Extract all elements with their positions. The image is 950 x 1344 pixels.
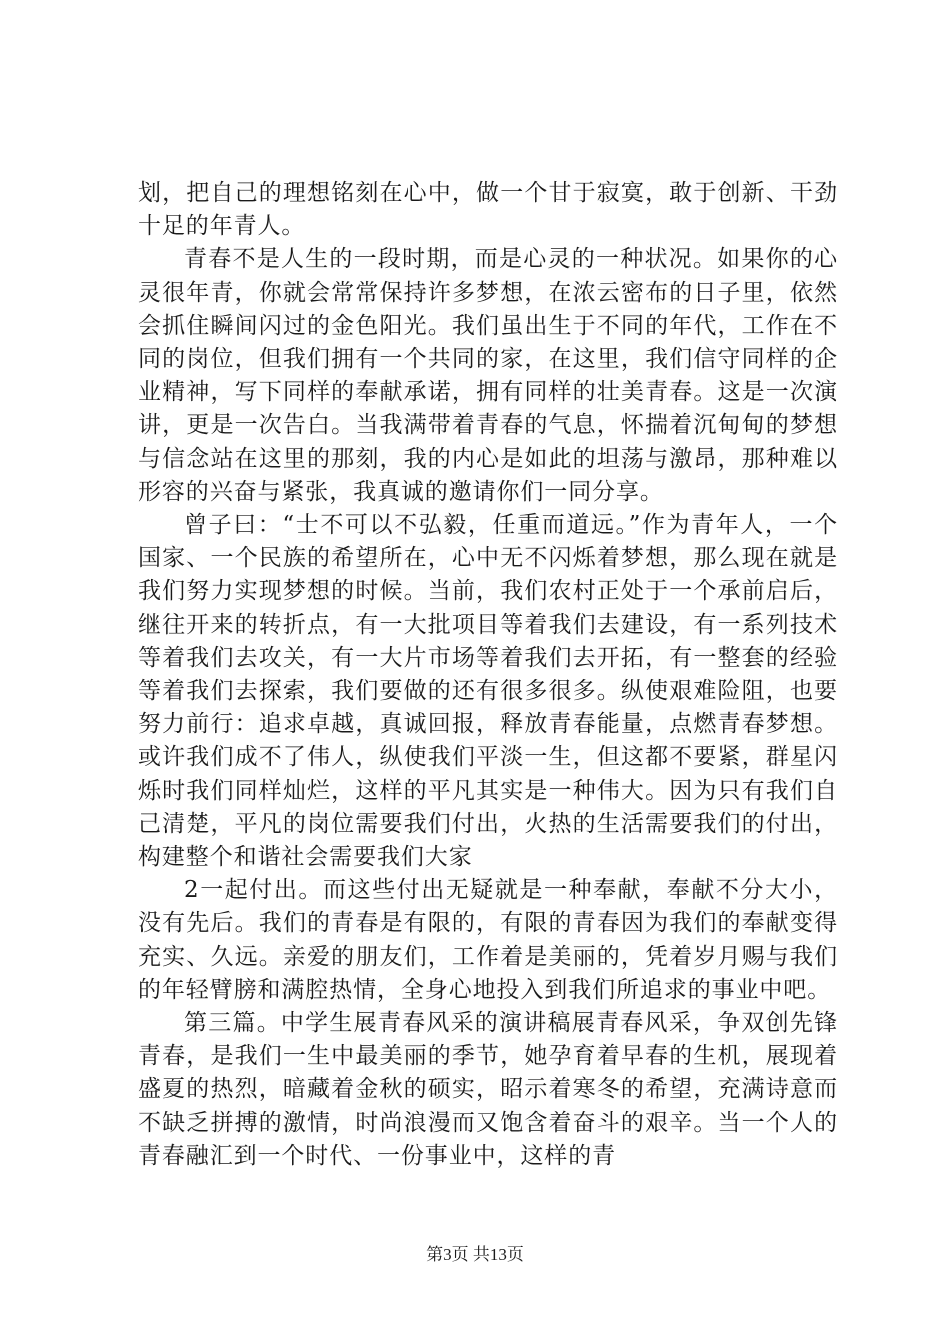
- paragraph-2: 青春不是人生的一段时期，而是心灵的一种状况。如果你的心灵很年青，你就会常常保持许多梦想，在浓云密布的日子里，依然会抓住瞬间闪过的金色阳光。我们虽出生于不同的年代，工作在不同的岗位，但我们拥有一个共同的家，在这里，我们信守同样的企业精神，写下同样的奉献承诺，拥有同样的壮美青春。这是一次演讲，更是一次告白。当我满带着青春的气息，怀揣着沉甸甸的梦想与信念站在这里的那刻，我的内心是如此的坦荡与激昂，那种难以形容的兴奋与紧张，我真诚的邀请你们一同分享。: [138, 246, 838, 505]
- document-body: [138, 177, 838, 1173]
- paragraph-4: 2一起付出。而这些付出无疑就是一种奉献，奉献不分大小，没有先后。我们的青春是有限的，有限的青春因为我们的奉献变得充实、久远。亲爱的朋友们，工作着是美丽的，凭着岁月赐与我们的年轻臂膀和满腔热情，全身心地投入到我们所追求的事业中吧。: [138, 877, 838, 1003]
- page-footer: 第3页 共13页: [426, 1245, 524, 1264]
- paragraph-1: 划，把自己的理想铭刻在心中，做一个甘于寂寞，敢于创新、干劲十足的年青人。: [138, 180, 838, 240]
- paragraph-3: 曾子曰：“士不可以不弘毅，任重而道远。”作为青年人，一个国家、一个民族的希望所在，心中无不闪烁着梦想，那么现在就是我们努力实现梦想的时候。当前，我们农村正处于一个承前启后，继往开来的转折点，有一大批项目等着我们去建设，有一系列技术等着我们去攻关，有一大片市场等着我们去开拓，有一整套的经验等着我们去探索，我们要做的还有很多很多。纵使艰难险阻，也要努力前行：追求卓越，真诚回报，释放青春能量，点燃青春梦想。或许我们成不了伟人，纵使我们平淡一生，但这都不要紧，群星闪烁时我们同样灿烂，这样的平凡其实是一种伟大。因为只有我们自己清楚，平凡的岗位需要我们付出，火热的生活需要我们的付出，构建整个和谐社会需要我们大家: [138, 512, 838, 871]
- paragraph-5: 第三篇。中学生展青春风采的演讲稿展青春风采，争双创先锋青春，是我们一生中最美丽的季节，她孕育着早春的生机，展现着盛夏的热烈，暗藏着金秋的硕实，昭示着寒冬的希望，充满诗意而不缺乏拼搏的激情，时尚浪漫而又饱含着奋斗的艰辛。当一个人的青春融汇到一个时代、一份事业中，这样的青: [138, 1010, 838, 1169]
